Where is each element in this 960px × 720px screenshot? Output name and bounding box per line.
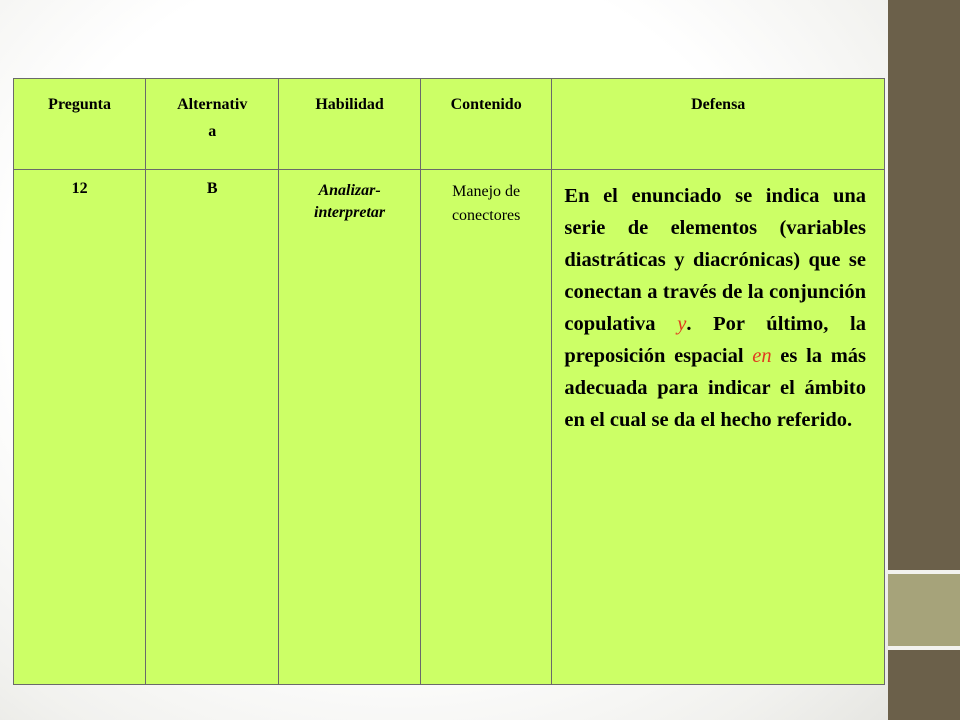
- header-alternativa: [146, 79, 279, 170]
- header-defensa: Defensa: [552, 79, 885, 170]
- header-pregunta: Pregunta: [14, 79, 146, 170]
- side-decoration-stripe: [888, 574, 960, 646]
- defensa-text-part3: es la más adecuada para indicar el ámbito en el cual se da el hecho referido.: [564, 345, 867, 431]
- table-row: [14, 170, 885, 685]
- cell-habilidad: [279, 170, 421, 685]
- cell-alternativa: B: [146, 170, 279, 685]
- cell-defensa: [552, 170, 885, 685]
- header-habilidad: Habilidad: [279, 79, 421, 170]
- cell-contenido-line2: conectores: [451, 207, 521, 224]
- table-header-row: [14, 79, 885, 170]
- cell-habilidad-line1: Analizar-: [318, 182, 381, 199]
- cell-contenido-line1: Manejo de: [452, 183, 521, 200]
- side-decoration-gap: [888, 646, 960, 650]
- header-contenido: Contenido: [420, 79, 551, 170]
- cell-pregunta: 12: [14, 170, 146, 685]
- defensa-emphasis-y: y: [677, 313, 687, 335]
- cell-contenido: [420, 170, 551, 685]
- defensa-text-part2: . Por último, la preposición espacial: [564, 313, 866, 367]
- analysis-table: [13, 78, 885, 685]
- cell-habilidad-line2: interpretar: [314, 204, 386, 221]
- defensa-emphasis-en: en: [752, 345, 772, 367]
- header-alternativa-line2: a: [208, 123, 217, 140]
- defensa-text-part1: En el enunciado se indica una serie de elementos (variables diastráticas y diacrónicas) que se conectan a través de la conjunción copulativa: [564, 185, 866, 335]
- header-alternativa-line1: Alternativ: [177, 96, 248, 113]
